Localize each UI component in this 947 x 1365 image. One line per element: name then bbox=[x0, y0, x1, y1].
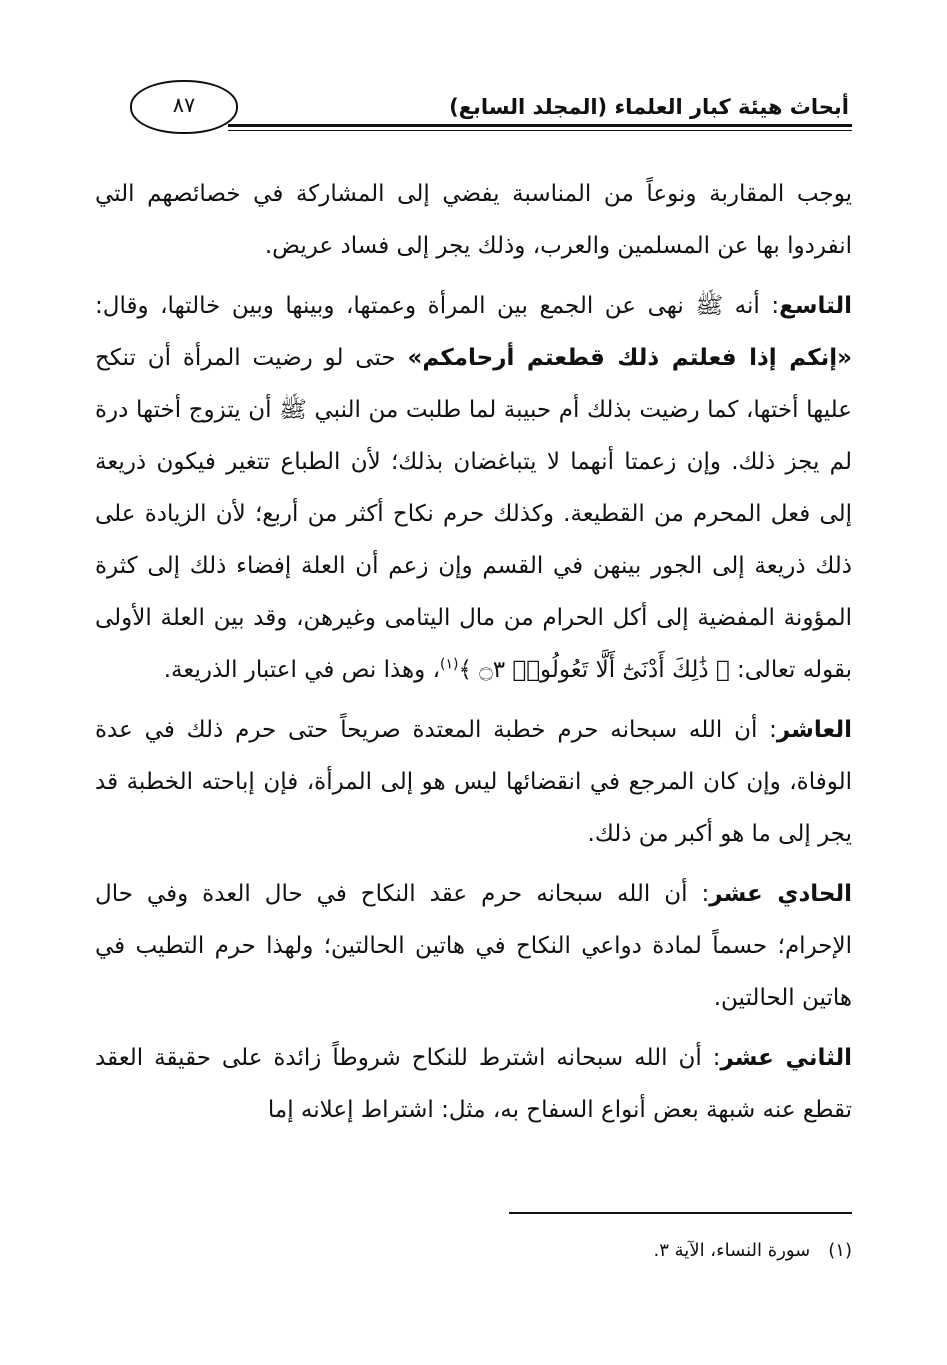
quran-verse: ﴿ ذَٰلِكَ أَدْنَىٰٓ أَلَّا تَعُولُوا۟ ۝٣ ﴾ bbox=[458, 657, 730, 683]
paragraph-1 bbox=[95, 168, 852, 272]
paragraph-text: : أن الله سبحانه حرم خطبة المعتدة صريحاً حتى حرم ذلك في عدة الوفاة، وإن كان المرجع في انقضائها ليس هو إلى المرأة، فإن إباحته الخطبة قد يجر إلى ما هو أكبر من ذلك. bbox=[95, 717, 852, 847]
footnote bbox=[95, 1236, 852, 1266]
body-text bbox=[95, 168, 852, 1144]
hadith-quote: «إنكم إذا فعلتم ذلك قطعتم أرحامكم» bbox=[407, 345, 853, 371]
footnote-number: (١) bbox=[828, 1240, 852, 1261]
paragraph-lead: العاشر bbox=[776, 717, 852, 743]
paragraph-text: يوجب المقاربة ونوعاً من المناسبة يفضي إلى المشاركة في خصائصهم التي انفردوا بها عن المسلمين والعرب، وذلك يجر إلى فساد عريض. bbox=[95, 181, 852, 259]
paragraph-ninth bbox=[95, 280, 852, 696]
paragraph-eleventh bbox=[95, 868, 852, 1024]
paragraph-lead: التاسع bbox=[779, 293, 852, 319]
paragraph-twelfth bbox=[95, 1032, 852, 1136]
paragraph-lead: الحادي عشر bbox=[709, 881, 853, 907]
footnote-separator bbox=[509, 1212, 852, 1214]
running-header-title: أبحاث هيئة كبار العلماء (المجلد السابع) bbox=[449, 95, 849, 119]
header-rule bbox=[228, 124, 852, 127]
paragraph-text: : أن الله سبحانه حرم عقد النكاح في حال العدة وفي حال الإحرام؛ حسماً لمادة دواعي النكاح في هاتين الحالتين؛ ولهذا حرم التطيب في هاتين الحالتين. bbox=[95, 881, 852, 1011]
paragraph-text: : أن الله سبحانه اشترط للنكاح شروطاً زائدة على حقيقة العقد تقطع عنه شبهة بعض أنواع السفاح به، مثل: اشتراط إعلانه إما bbox=[95, 1045, 852, 1123]
header-rule-thin bbox=[228, 130, 852, 131]
footnote-ref[interactable]: (١) bbox=[440, 656, 459, 673]
paragraph-lead: الثاني عشر bbox=[720, 1045, 852, 1071]
paragraph-tenth bbox=[95, 704, 852, 860]
page-number: ٨٧ bbox=[130, 80, 238, 134]
paragraph-text: حتى لو رضيت المرأة أن تنكح عليها أختها، كما رضيت بذلك أم حبيبة لما طلبت من النبي ﷺ أن يتزوج أختها درة لم يجز ذلك. وإن زعمتا أنهما لا يتباغضان بذلك؛ لأن الطباع تتغير فيكون ذريعة إلى فعل المحرم من القطيعة. وكذلك حرم نكاح أكثر من أربع؛ لأن الزيادة على ذلك ذريعة إلى الجور بينهن في القسم وإن زعم أن العلة إفضاء ذلك إلى كثرة المؤونة المفضية إلى أكل الحرام من مال اليتامى وغيرهن، وقد بين العلة الأولى بقوله تعالى: bbox=[95, 345, 852, 683]
paragraph-text: ، وهذا نص في اعتبار الذريعة. bbox=[163, 657, 440, 683]
footnote-text: سورة النساء، الآية ٣. bbox=[653, 1240, 811, 1261]
paragraph-text: : أنه ﷺ نهى عن الجمع بين المرأة وعمتها، وبينها وبين خالتها، وقال: bbox=[95, 293, 780, 319]
